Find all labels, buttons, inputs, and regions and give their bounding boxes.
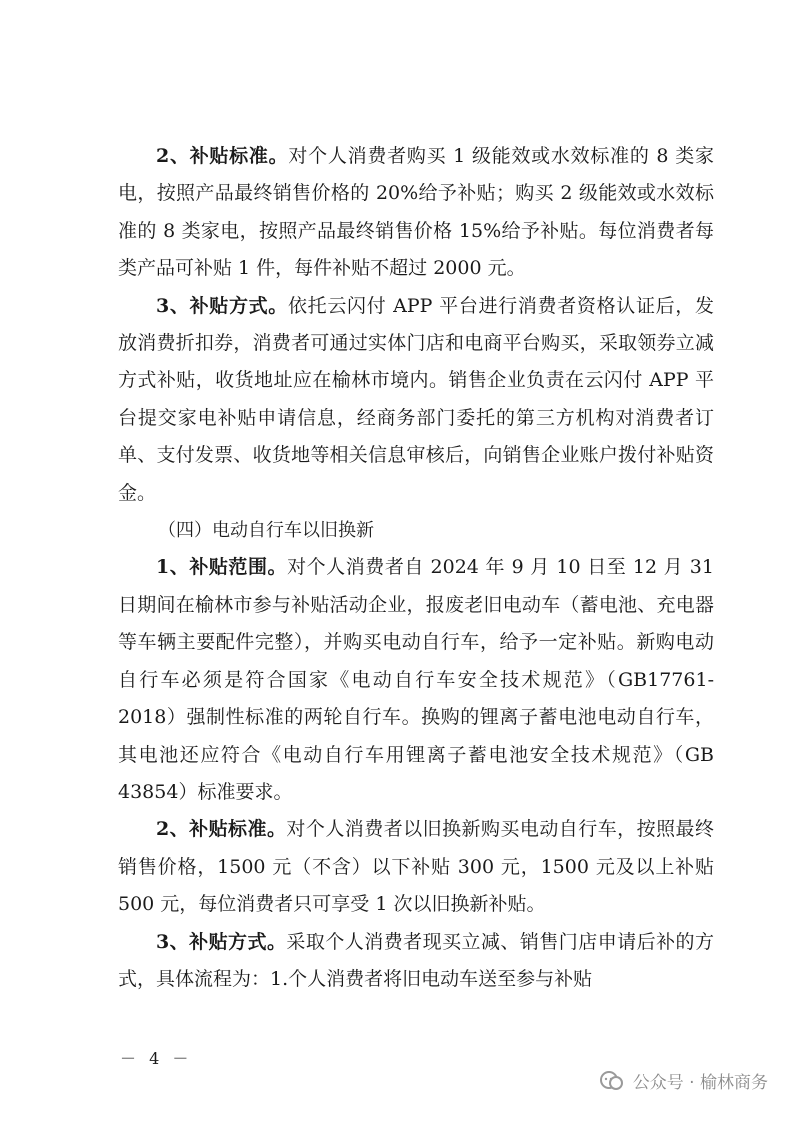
paragraph-lead: 2、补贴标准。 bbox=[156, 145, 289, 167]
paragraph bbox=[118, 924, 714, 999]
paragraph-lead: 3、补贴方式。 bbox=[156, 930, 287, 953]
paragraph bbox=[118, 288, 714, 512]
paragraph-text: 对个人消费者购买 1 级能效或水效标准的 8 类家电，按照产品最终销售价格的 20%给予补贴；购买 2 级能效或水效标准的 8 类家电，按照产品最终销售价格 15%给予补贴。每位消费者每类产品可补贴 1 件，每件补贴不超过 2000 元。 bbox=[118, 145, 714, 280]
paragraph-text: 对个人消费者以旧换新购买电动自行车，按照最终销售价格，1500 元（不含）以下补贴 300 元，1500 元及以上补贴 500 元，每位消费者只可享受 1 次以旧换新补贴。 bbox=[118, 818, 714, 916]
paragraph-lead: 1、补贴范围。 bbox=[156, 556, 288, 579]
paragraph bbox=[118, 811, 714, 923]
paragraph bbox=[118, 549, 714, 811]
paragraph-lead: 3、补贴方式。 bbox=[156, 294, 288, 317]
document-body bbox=[118, 138, 714, 998]
section-title: （四）电动自行车以旧换新 bbox=[158, 520, 374, 542]
paragraph-text: 对个人消费者自 2024 年 9 月 10 日至 12 月 31 日期间在榆林市参与补贴活动企业，报废老旧电动车（蓄电池、充电器等车辆主要配件完整），并购买电动自行车，给予一定补贴。新购电动自行车必须是符合国家《电动自行车安全技术规范》（GB17761-2018）强制性标准的两轮自行车。换购的锂离子蓄电池电动自行车，其电池还应符合《电动自行车用锂离子蓄电池安全技术规范》（GB 43854）标准要求。 bbox=[118, 556, 714, 803]
paragraph-lead: 2、补贴标准。 bbox=[156, 818, 287, 841]
paragraph-text: 采取个人消费者现买立减、销售门店申请后补的方式，具体流程为：1.个人消费者将旧电动车送至参与补贴 bbox=[118, 930, 714, 990]
watermark bbox=[599, 1068, 768, 1093]
paragraph bbox=[118, 138, 714, 288]
page-number: － 4 － bbox=[120, 1049, 193, 1068]
paragraph-text: 依托云闪付 APP 平台进行消费者资格认证后，发放消费折扣券，消费者可通过实体门店和电商平台购买，采取领券立减方式补贴，收货地址应在榆林市境内。销售企业负责在云闪付 APP 平台提交家电补贴申请信息，经商务部门委托的第三方机构对消费者订单、支付发票、收货地等相关信息审核后，向销售企业账户拨付补贴资金。 bbox=[118, 294, 714, 504]
watermark-text: 公众号 · 榆林商务 bbox=[632, 1073, 768, 1093]
wechat-channel-icon bbox=[599, 1070, 625, 1092]
